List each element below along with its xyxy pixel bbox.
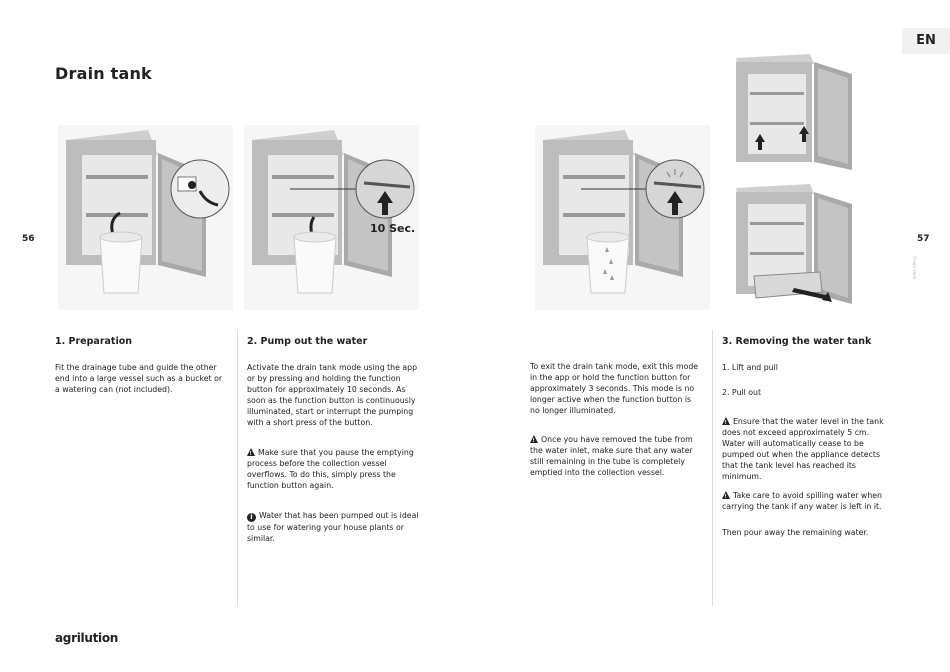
warning-icon bbox=[530, 435, 538, 443]
warning-icon bbox=[722, 417, 730, 425]
remove-warning-1 bbox=[722, 416, 894, 482]
remove-warning-2 bbox=[722, 490, 894, 512]
preparation-text: Fit the drainage tube and guide the other end into a large vessel such as a bucket or a watering can (not included). bbox=[55, 363, 223, 394]
section-heading: 1. Preparation bbox=[55, 336, 133, 347]
section-heading: 2. Pump out the water bbox=[247, 336, 368, 347]
column-divider bbox=[237, 330, 238, 606]
remove-final: Then pour away the remaining water. bbox=[722, 528, 869, 537]
warning-text: Make sure that you pause the emptying process before the collection vessel overflows. To do this, simply press the function button again. bbox=[247, 448, 414, 490]
warning-text: Once you have removed the tube from the water inlet, make sure that any water still remaining in the tube is completely emptied into the collection vessel. bbox=[530, 435, 693, 477]
warning-text: Take care to avoid spilling water when carrying the tank if any water is left in it. bbox=[722, 491, 882, 511]
exit-mode-warning bbox=[530, 434, 702, 478]
section-heading: 3. Removing the water tank bbox=[722, 336, 872, 347]
pump-out-text: Activate the drain tank mode using the app or by pressing and holding the function button for approximately 10 seconds. As soon as the function button is continuously illuminated, start or interrupt the pumping with a short press of the button. bbox=[247, 363, 418, 427]
column-divider bbox=[712, 330, 713, 606]
page-number-right: 57 bbox=[917, 234, 930, 244]
illustration-lift-tank bbox=[730, 52, 858, 174]
illustration-exit-mode bbox=[535, 125, 710, 310]
remove-step-2: 2. Pull out bbox=[722, 388, 762, 397]
brand-logo: agrilution bbox=[55, 631, 119, 645]
timer-label: 10 Sec. bbox=[370, 222, 416, 235]
remove-step-1: 1. Lift and pull bbox=[722, 363, 778, 372]
side-label: Drain tank bbox=[911, 256, 916, 280]
language-badge: EN bbox=[902, 28, 950, 54]
pump-out-warning bbox=[247, 447, 419, 491]
illustration-pull-out-tank bbox=[730, 180, 858, 306]
illustration-preparation bbox=[58, 125, 233, 310]
warning-text: Ensure that the water level in the tank does not exceed approximately 5 cm. Water will automatically cease to be pumped out when the appliance detects that the tank level has reached its minimum. bbox=[722, 417, 884, 481]
warning-icon bbox=[722, 491, 730, 499]
exit-mode-text: To exit the drain tank mode, exit this mode in the app or hold the function button for approximately 3 seconds. This mode is no longer active when the function button is no longer illuminated. bbox=[530, 362, 699, 415]
warning-icon bbox=[247, 448, 255, 456]
illustration-pump-out bbox=[244, 125, 419, 310]
page-number-left: 56 bbox=[22, 234, 35, 244]
page-title: Drain tank bbox=[55, 64, 152, 83]
info-text: Water that has been pumped out is ideal to use for watering your house plants or similar. bbox=[247, 511, 419, 543]
info-icon: i bbox=[247, 513, 256, 522]
pump-out-info bbox=[247, 510, 419, 544]
